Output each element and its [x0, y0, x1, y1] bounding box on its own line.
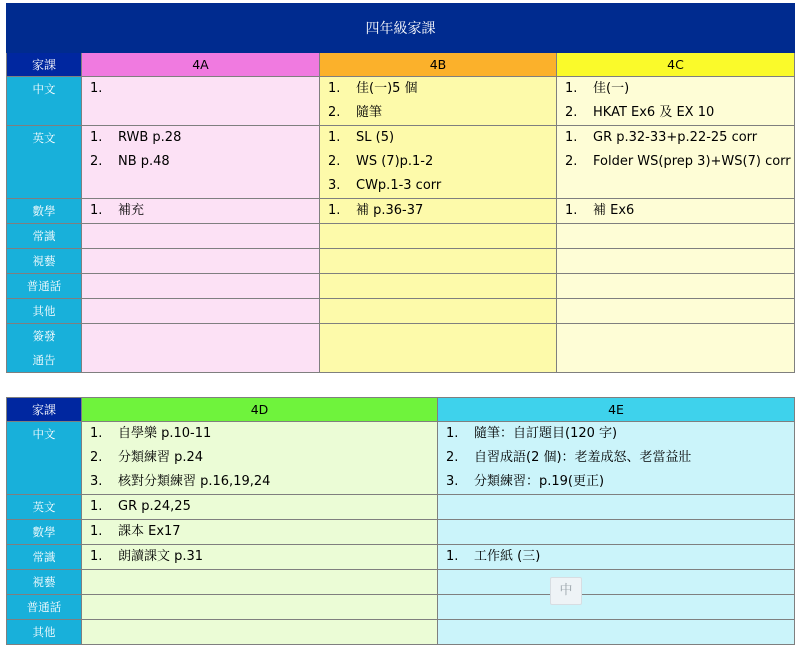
subject-cell: [7, 520, 82, 545]
table-row: [7, 126, 795, 199]
list-item: [557, 150, 794, 174]
homework-cell: [438, 495, 795, 520]
item-number: 2.: [328, 154, 341, 169]
homework-cell: [557, 299, 795, 324]
item-text: 工作紙 (三): [474, 549, 541, 564]
subject-cell: [7, 224, 82, 249]
item-text: NB p.48: [118, 154, 170, 169]
item-number: 1.: [565, 81, 578, 96]
homework-cell: [82, 545, 438, 570]
homework-list: [320, 199, 556, 223]
item-number: 1.: [446, 549, 459, 564]
subject-cell: [7, 77, 82, 126]
class-header-4d: 4D: [82, 398, 438, 422]
item-number: 1.: [90, 130, 103, 145]
subject-cell: [7, 422, 82, 495]
homework-cell: [320, 299, 557, 324]
item-number: 3.: [90, 474, 103, 489]
homework-cell: [438, 422, 795, 495]
homework-cell: [82, 324, 320, 373]
class-header-4a: 4A: [82, 53, 320, 77]
homework-cell: [82, 199, 320, 224]
homework-cell: [320, 274, 557, 299]
item-text: 隨筆：自訂題目(120 字): [474, 426, 618, 441]
subject-label: 普通話: [26, 600, 62, 614]
homework-list: [82, 422, 437, 494]
list-item: [557, 126, 794, 150]
list-item: [82, 446, 437, 470]
homework-list: [82, 199, 319, 223]
item-text: Folder WS(prep 3)+WS(7) corr: [593, 154, 791, 169]
homework-list: [557, 77, 794, 125]
list-item: [82, 422, 437, 446]
homework-cell: [82, 274, 320, 299]
homework-cell: [320, 126, 557, 199]
homework-cell: [557, 274, 795, 299]
item-text: RWB p.28: [118, 130, 182, 145]
item-text: WS (7)p.1-2: [356, 154, 434, 169]
item-text: 課本 Ex17: [118, 524, 181, 539]
item-text: 自習成語(2 個)：老羞成怒、老當益壯: [474, 450, 692, 465]
item-number: 1.: [446, 426, 459, 441]
list-item: [438, 470, 794, 494]
subject-label: 通告: [32, 353, 56, 367]
subject-cell: [7, 274, 82, 299]
item-text: 隨筆: [356, 105, 383, 120]
homework-cell: [320, 77, 557, 126]
table-row: [7, 274, 795, 299]
subject-label: 數學: [32, 525, 56, 539]
homework-list: [320, 126, 556, 198]
item-text: GR p.32-33+p.22-25 corr: [593, 130, 758, 145]
item-number: 2.: [565, 105, 578, 120]
homework-cell: [82, 595, 438, 620]
homework-list: [82, 126, 319, 174]
class-header-4b: 4B: [320, 53, 557, 77]
homework-cell: [82, 570, 438, 595]
table-row: [7, 620, 795, 645]
table-row: [7, 570, 795, 595]
table-row: [7, 545, 795, 570]
class-header-4e: 4E: [438, 398, 795, 422]
subject-cell: [7, 620, 82, 645]
item-number: 2.: [90, 154, 103, 169]
homework-cell: [320, 199, 557, 224]
item-text: 補 Ex6: [593, 203, 635, 218]
list-item: [557, 101, 794, 125]
item-text: SL (5): [356, 130, 395, 145]
table-row: [7, 422, 795, 495]
homework-cell: [82, 620, 438, 645]
subject-label: 中文: [32, 427, 56, 441]
subject-cell: [7, 545, 82, 570]
subject-cell: [7, 299, 82, 324]
homework-cell: [82, 249, 320, 274]
homework-cell: [438, 520, 795, 545]
list-item: [438, 545, 794, 569]
list-item: [557, 199, 794, 223]
item-number: 2.: [446, 450, 459, 465]
item-text: 佳(一)5 個: [356, 81, 418, 96]
homework-list: [82, 77, 319, 101]
subject-label: 其他: [32, 625, 56, 639]
item-text: 自學樂 p.10-11: [118, 426, 212, 441]
homework-list: [82, 495, 437, 519]
homework-cell: [557, 77, 795, 126]
item-text: 佳(一): [593, 81, 630, 96]
subject-label: 中文: [32, 82, 56, 96]
homework-cell: [557, 199, 795, 224]
list-item: [557, 77, 794, 101]
list-item: [320, 199, 556, 223]
list-item: [320, 77, 556, 101]
homework-cell: [320, 249, 557, 274]
homework-cell: [557, 224, 795, 249]
list-item: [82, 199, 319, 223]
item-number: 1.: [90, 549, 103, 564]
item-number: 2.: [90, 450, 103, 465]
item-number: 1.: [90, 499, 103, 514]
homework-cell: [82, 224, 320, 249]
homework-list: [82, 545, 437, 569]
table-row: [7, 77, 795, 126]
header-label: 家課: [7, 398, 82, 422]
subject-cell: [7, 570, 82, 595]
table-row: [7, 495, 795, 520]
item-text: 核對分類練習 p.16,19,24: [118, 474, 271, 489]
item-number: 1.: [328, 130, 341, 145]
item-number: 1.: [90, 81, 103, 96]
item-number: 1.: [90, 426, 103, 441]
item-text: 補 p.36-37: [356, 203, 424, 218]
watermark-stamp: 中: [550, 577, 582, 605]
table-row: [7, 249, 795, 274]
homework-cell: [438, 570, 795, 595]
list-item: [320, 126, 556, 150]
item-text: 分類練習 p.24: [118, 450, 204, 465]
list-item: [82, 470, 437, 494]
homework-table-2: [6, 397, 795, 645]
list-item: [320, 174, 556, 198]
homework-list: [438, 545, 794, 569]
homework-cell: [438, 595, 795, 620]
list-item: [82, 150, 319, 174]
subject-cell: [7, 199, 82, 224]
list-item: [438, 446, 794, 470]
item-text: 補充: [118, 203, 145, 218]
homework-cell: [320, 324, 557, 373]
subject-label: 數學: [32, 204, 56, 218]
table-row: [7, 595, 795, 620]
subject-cell: [7, 249, 82, 274]
list-item: [82, 126, 319, 150]
homework-cell: [320, 224, 557, 249]
homework-list: [320, 77, 556, 125]
subject-label: 簽發: [32, 329, 56, 343]
item-number: 2.: [328, 105, 341, 120]
subject-label: 英文: [32, 500, 56, 514]
subject-label: 英文: [32, 131, 56, 145]
subject-label: 視藝: [32, 575, 56, 589]
item-text: 分類練習：p.19(更正): [474, 474, 605, 489]
table-row: [7, 224, 795, 249]
homework-cell: [557, 249, 795, 274]
list-item: [320, 150, 556, 174]
homework-cell: [557, 324, 795, 373]
page-title: 四年級家課: [7, 4, 795, 53]
table-row: [7, 199, 795, 224]
homework-cell: [82, 126, 320, 199]
header-label: 家課: [7, 53, 82, 77]
item-number: 3.: [446, 474, 459, 489]
item-number: 3.: [328, 178, 341, 193]
item-number: 1.: [328, 203, 341, 218]
item-number: 1.: [565, 203, 578, 218]
item-number: 1.: [328, 81, 341, 96]
homework-cell: [82, 495, 438, 520]
homework-cell: [438, 620, 795, 645]
homework-table-1: [6, 3, 795, 373]
item-text: CWp.1-3 corr: [356, 178, 442, 193]
item-number: 1.: [565, 130, 578, 145]
subject-label: 常識: [32, 229, 56, 243]
list-item: [438, 422, 794, 446]
table-row: [7, 520, 795, 545]
homework-list: [557, 199, 794, 223]
list-item: [82, 495, 437, 519]
item-number: 1.: [90, 203, 103, 218]
homework-cell: [82, 299, 320, 324]
homework-cell: [557, 126, 795, 199]
item-text: 朗讀課文 p.31: [118, 549, 204, 564]
homework-cell: [438, 545, 795, 570]
subject-cell: [7, 126, 82, 199]
homework-list: [82, 520, 437, 544]
subject-cell: [7, 595, 82, 620]
item-number: 1.: [90, 524, 103, 539]
homework-cell: [82, 422, 438, 495]
subject-label: 常識: [32, 550, 56, 564]
subject-label: 視藝: [32, 254, 56, 268]
subject-cell: [7, 495, 82, 520]
class-header-4c: 4C: [557, 53, 795, 77]
table-row: [7, 324, 795, 373]
subject-label: 普通話: [26, 279, 62, 293]
table-row: [7, 299, 795, 324]
homework-cell: [82, 77, 320, 126]
subject-label: 其他: [32, 304, 56, 318]
homework-cell: [82, 520, 438, 545]
list-item: [82, 77, 319, 101]
list-item: [82, 520, 437, 544]
homework-list: [557, 126, 794, 174]
list-item: [320, 101, 556, 125]
homework-list: [438, 422, 794, 494]
item-text: HKAT Ex6 及 EX 10: [593, 105, 715, 120]
item-number: 2.: [565, 154, 578, 169]
list-item: [82, 545, 437, 569]
item-text: GR p.24,25: [118, 499, 191, 514]
subject-cell: [7, 324, 82, 373]
